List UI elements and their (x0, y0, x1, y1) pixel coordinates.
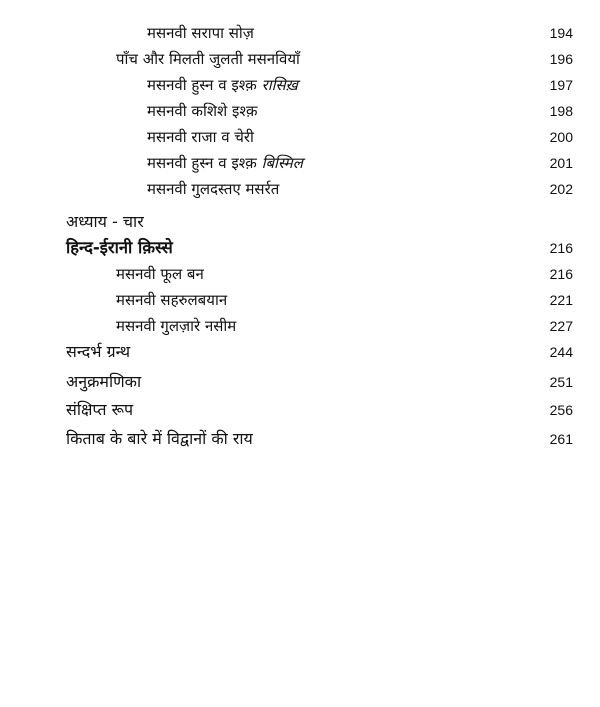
toc-entry-poet: बिस्मिल (261, 154, 303, 172)
toc-entry-page: 197 (549, 77, 573, 93)
toc-entry-page: 221 (549, 292, 573, 308)
toc-entry (0, 340, 600, 364)
toc-entry (0, 427, 600, 451)
toc-entry-page: 251 (549, 374, 573, 390)
toc-entry-title: मसनवी सहरुलबयान (116, 291, 228, 309)
toc-entry (0, 177, 600, 201)
toc-entry-page: 216 (549, 240, 573, 256)
toc-entry-title: किताब के बारे में विद्वानों की राय (66, 429, 253, 448)
toc-entry-title: मसनवी सरापा सोज़ (147, 24, 254, 42)
toc-entry-page: 256 (549, 402, 573, 418)
toc-entry (0, 21, 600, 45)
toc-entry-poet: रासिख़ (261, 76, 298, 94)
toc-entry-title: संक्षिप्त रूप (66, 400, 134, 419)
toc-entry (0, 262, 600, 286)
toc-entry-title: सन्दर्भ ग्रन्थ (66, 342, 131, 361)
toc-entry (0, 99, 600, 123)
toc-entry-title: मसनवी राजा व चेरी (147, 128, 254, 146)
toc-entry (0, 151, 600, 175)
chapter-label: अध्याय - चार (66, 212, 144, 231)
toc-entry-title: मसनवी हुस्न व इश्क़ बिस्मिल (147, 154, 303, 172)
toc-entry-title: अनुक्रमणिका (66, 372, 142, 391)
toc-entry-page: 194 (549, 25, 573, 41)
toc-entry-page: 227 (549, 318, 573, 334)
toc-entry-page: 196 (549, 51, 573, 67)
toc-entry-title: मसनवी हुस्न व इश्क़ रासिख़ (147, 76, 298, 94)
toc-entry-title: मसनवी कशिशे इश्क़ (147, 102, 258, 120)
toc-entry-title: मसनवी गुलदस्तए मसर्रत (147, 180, 280, 198)
toc-entry (0, 314, 600, 338)
toc-entry-page: 202 (549, 181, 573, 197)
toc-entry (0, 236, 600, 260)
toc-entry-page: 216 (549, 266, 573, 282)
chapter-heading (0, 210, 600, 234)
toc-entry-page: 201 (549, 155, 573, 171)
toc-entry-title: मसनवी फूल बन (116, 265, 204, 283)
toc-entry (0, 125, 600, 149)
toc-entry (0, 398, 600, 422)
toc-entry-page: 198 (549, 103, 573, 119)
toc-entry-page: 200 (549, 129, 573, 145)
toc-entry-page: 244 (549, 344, 573, 360)
toc-entry-title: हिन्द-ईरानी क़िस्से (66, 238, 173, 257)
toc-entry (0, 288, 600, 312)
toc-entry (0, 370, 600, 394)
toc-entry-title: मसनवी गुलज़ारे नसीम (116, 317, 237, 335)
toc-entry-page: 261 (549, 431, 573, 447)
toc-entry-title: पाँच और मिलती जुलती मसनवियाँ (116, 50, 300, 68)
toc-entry (0, 73, 600, 97)
toc-entry (0, 47, 600, 71)
